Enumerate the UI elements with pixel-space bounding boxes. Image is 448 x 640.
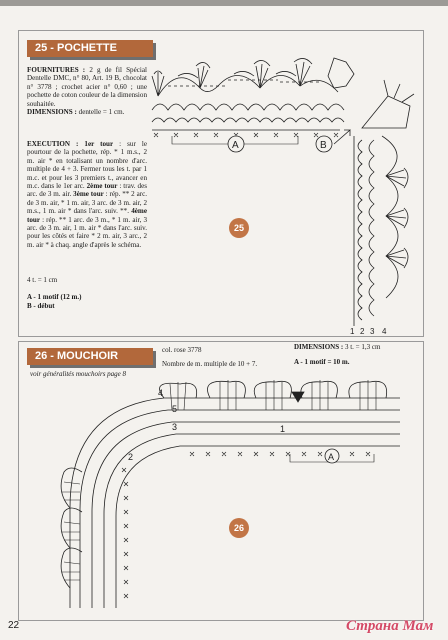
row-number-4: 4 (382, 327, 387, 336)
tour1-label: 1er tour (84, 140, 114, 148)
top-strip (0, 0, 448, 6)
execution-block (27, 140, 147, 249)
page-number: 22 (8, 620, 20, 631)
col-text: col. rose 3778 (162, 346, 202, 354)
dimensions-label: DIMENSIONS : (27, 108, 77, 117)
row-number-3: 3 (172, 422, 178, 432)
gauge-text: 4 t. = 1 cm (27, 276, 58, 284)
tour4-text: : rép. ** 1 arc. de 3 m., * 1 m. air, 3 arc. de 3 m. air, 1 m. air * dans l'arc. suiv. pour les côtés et faire * 2 m. air, 3 arc., 2 m. air * à chaq. angle d'après le schéma. (27, 215, 147, 249)
legend-b: B - début (27, 302, 55, 310)
section-25-header: 25 - POCHETTE (27, 40, 153, 57)
crochet-diagram-26 (60, 372, 410, 612)
label-b: B (320, 140, 327, 151)
row-number-3: 3 (370, 327, 375, 336)
fournitures-block (27, 66, 147, 116)
dimensions-26-text: 3 t. = 1,3 cm (344, 343, 381, 351)
nombre-text: Nombre de m. multiple de 10 + 7. (162, 360, 258, 368)
watermark: Страна Мам (346, 618, 434, 634)
start-arrow (334, 130, 350, 144)
see-also-note: voir généralités mouchoirs page 8 (30, 370, 127, 378)
tour2-label: 2ème tour (86, 182, 118, 191)
row-number-4: 4 (158, 388, 164, 398)
tour3-label: 3ème tour (73, 190, 104, 199)
row-number-1: 1 (280, 424, 286, 434)
side-rows-vertical (354, 80, 414, 326)
dimensions-text: dentelle = 1 cm. (78, 108, 125, 117)
tour2-text: : trav. des arc. de 3 m. air. (27, 182, 147, 199)
badge-26: 26 (229, 518, 249, 538)
badge-25: 25 (229, 218, 249, 238)
section-26-header: 26 - MOUCHOIR (27, 348, 153, 365)
cross-stitches (154, 133, 338, 137)
dimensions-26-label: DIMENSIONS : (294, 343, 344, 351)
execution-label: EXECUTION : (27, 140, 79, 148)
dimensions-26 (294, 343, 380, 351)
curved-corner-rows (70, 398, 400, 608)
tour1-text: : sur le pourtour de la pochette, rép. * 1 m.s., 2 m. air * en totalisant un nombre d'arc. multiple de 4 + 3. Fermer tous les t. par 1 m.c. et pour les 3 premiers t., avancer en m.c. dans le 1er arc. (27, 140, 147, 191)
fan-shells (61, 381, 387, 588)
crochet-diagram-25 (148, 36, 420, 336)
base-rows-horizontal (152, 104, 344, 130)
fournitures-text: 2 g de fil Spécial Dentelle DMC, n° 80, Art. 19 B, chocolat n° 3778 ; crochet acier n° 0,60 ; une pochette de coton couleur de la dimension souhaitée. (27, 66, 147, 108)
row-number-2: 2 (128, 452, 134, 462)
tour4-label: 4ème tour (27, 207, 147, 224)
fournitures-label: FOURNITURES : (27, 66, 86, 74)
label-a: A (328, 452, 335, 462)
row-number-5: 5 (172, 404, 178, 414)
top-motifs (152, 58, 354, 96)
label-a: A (232, 140, 239, 151)
start-marker (292, 392, 304, 402)
row-number-2: 2 (360, 327, 365, 336)
motif-26: A - 1 motif = 10 m. (294, 358, 350, 366)
tour3-text: : rép. ** 2 arc. de 3 m. air, * 1 m. air, 3 arc. de 3 m. air, 2 m.s., 1 m. air * dans l'arc. suiv. **. (27, 190, 147, 216)
legend-a: A - 1 motif (12 m.) (27, 293, 82, 301)
row-number-1: 1 (350, 327, 355, 336)
